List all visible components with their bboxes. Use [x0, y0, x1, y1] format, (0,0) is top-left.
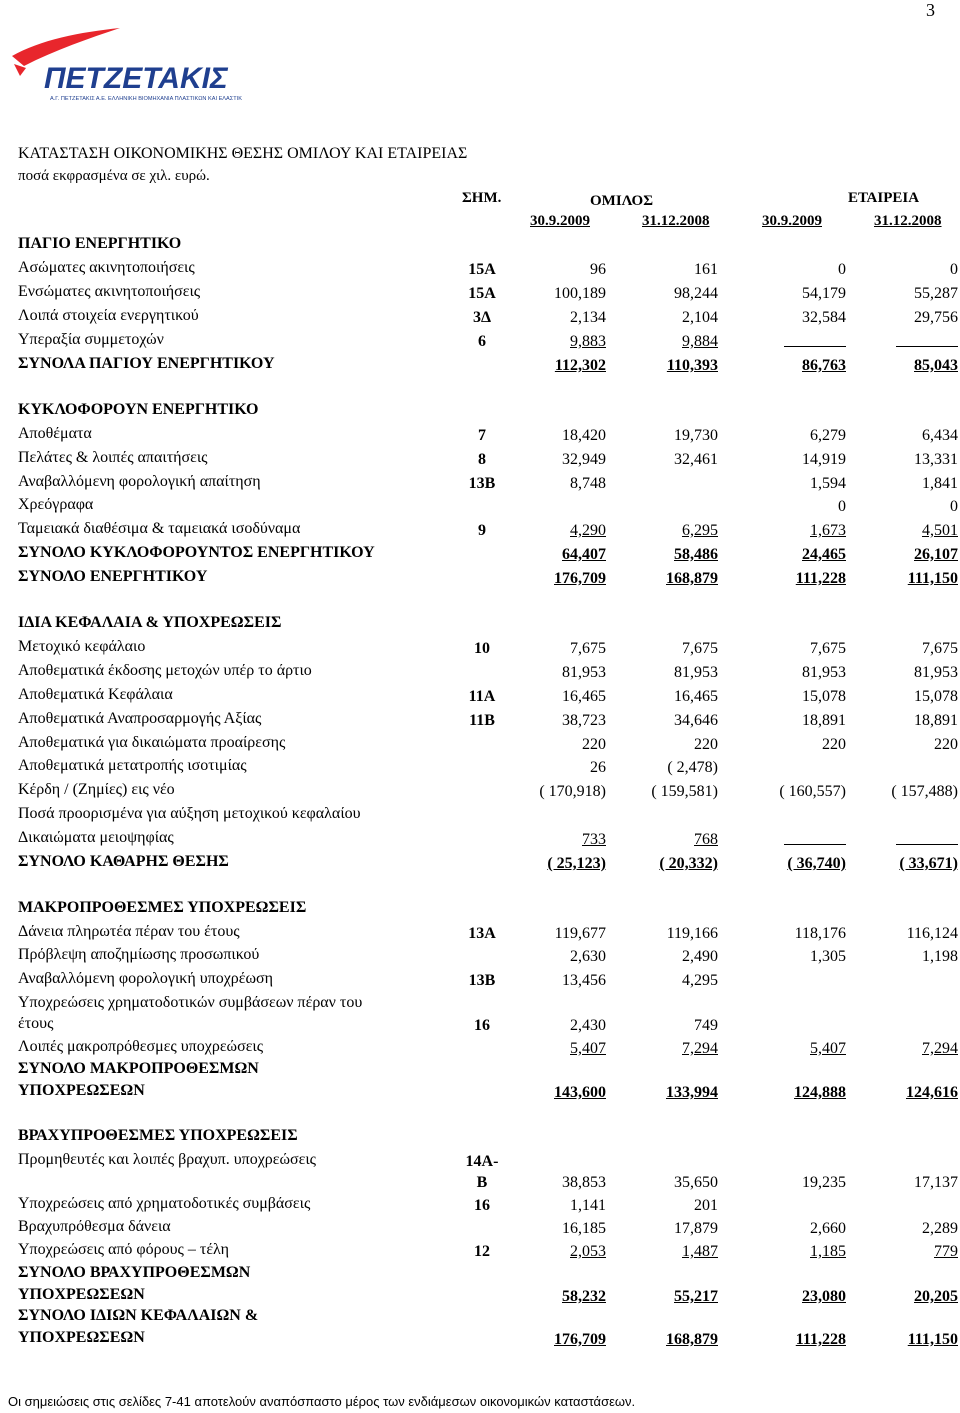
- row-value: 110,393: [666, 357, 718, 374]
- row-value: 2,630: [570, 948, 606, 965]
- row-value: 161: [694, 261, 718, 278]
- row-value: 38,853: [562, 1174, 606, 1191]
- row-label: ΣΥΝΟΛΟ ΒΡΑΧΥΠΡΟΘΕΣΜΩΝ: [18, 1264, 251, 1281]
- row-value: 16,185: [562, 1220, 606, 1237]
- group-date-prior: 31.12.2008: [642, 213, 710, 229]
- table-row: [0, 662, 960, 684]
- table-row: [0, 331, 960, 353]
- table-row: [0, 1127, 960, 1149]
- table-row: [0, 1329, 960, 1351]
- row-label: Ταμειακά διαθέσιμα & ταμειακά ισοδύναμα: [18, 520, 301, 537]
- statement-title: ΚΑΤΑΣΤΑΣΗ ΟΙΚΟΝΟΜΙΚΗΣ ΘΕΣΗΣ ΟΜΙΛΟΥ ΚΑΙ ΕΤΑΙΡΕΙΑΣ: [18, 145, 468, 162]
- row-label: Κέρδη / (Ζημίες) εις νέο: [18, 781, 175, 798]
- row-value: 6,434: [922, 427, 958, 444]
- row-label: Πρόβλεψη αποζημίωσης προσωπικού: [18, 946, 260, 963]
- table-row: [0, 853, 960, 875]
- table-row: [0, 1151, 960, 1173]
- row-label: ΥΠΟΧΡΕΩΣΕΩΝ: [18, 1082, 145, 1099]
- row-value: 0: [950, 261, 958, 278]
- row-value: ( 25,123): [547, 855, 606, 872]
- row-value: 0: [838, 261, 846, 278]
- row-note-ref: 7: [478, 427, 486, 444]
- row-note-ref: 12: [474, 1243, 490, 1260]
- row-note-ref: 16: [474, 1017, 490, 1034]
- row-value: 119,166: [666, 925, 718, 942]
- row-value: 2,490: [682, 948, 718, 965]
- row-value: 0: [950, 498, 958, 515]
- blank-underline: [896, 844, 958, 845]
- row-label: Αναβαλλόμενη φορολογική απαίτηση: [18, 473, 261, 490]
- table-row: [0, 686, 960, 708]
- row-note-ref: 8: [478, 451, 486, 468]
- row-value: 24,465: [802, 546, 846, 563]
- row-value: 116,124: [906, 925, 958, 942]
- row-value: 111,150: [907, 1331, 958, 1348]
- row-label: Ποσά προορισμένα για αύξηση μετοχικού κεφαλαίου: [18, 805, 361, 822]
- blank-underline: [784, 844, 846, 845]
- row-value: 18,891: [802, 712, 846, 729]
- row-label: ΠΑΓΙΟ ΕΝΕΡΓΗΤΙΚΟ: [18, 235, 182, 252]
- row-label: ΒΡΑΧΥΠΡΟΘΕΣΜΕΣ ΥΠΟΧΡΕΩΣΕΙΣ: [18, 1127, 298, 1144]
- row-value: 111,228: [795, 570, 846, 587]
- row-value: 9,884: [682, 333, 718, 350]
- row-label: ΣΥΝΟΛΑ ΠΑΓΙΟΥ ΕΝΕΡΓΗΤΙΚΟΥ: [18, 355, 275, 372]
- row-value: 2,289: [922, 1220, 958, 1237]
- row-label: Λοιπές μακροπρόθεσμες υποχρεώσεις: [18, 1038, 264, 1055]
- row-note-ref: 6: [478, 333, 486, 350]
- table-row: [0, 1286, 960, 1308]
- row-value: 20,205: [914, 1288, 958, 1305]
- row-value: 18,891: [914, 712, 958, 729]
- row-value: 2,430: [570, 1017, 606, 1034]
- logo-tagline: Α.Γ. ΠΕΤΖΕΤΑΚΙΣ Α.Ε. ΕΛΛΗΝΙΚΗ ΒΙΟΜΗΧΑΝΙΑ ΠΛΑΣΤΙΚΩΝ ΚΑΙ ΕΛΑΣΤΙΚΟΥ: [50, 96, 242, 102]
- row-label: ΙΔΙΑ ΚΕΦΑΛΑΙΑ & ΥΠΟΧΡΕΩΣΕΙΣ: [18, 614, 282, 631]
- table-row: [0, 1015, 960, 1037]
- row-value: 176,709: [554, 1331, 606, 1348]
- row-value: 220: [694, 736, 718, 753]
- row-value: 768: [694, 831, 718, 848]
- row-value: 201: [694, 1197, 718, 1214]
- row-value: 17,137: [914, 1174, 958, 1191]
- row-value: 5,407: [570, 1040, 606, 1057]
- row-value: 98,244: [674, 285, 718, 302]
- row-value: 23,080: [802, 1288, 846, 1305]
- row-value: 32,949: [562, 451, 606, 468]
- row-value: 1,487: [682, 1243, 718, 1260]
- row-value: 143,600: [554, 1084, 606, 1101]
- row-value: 220: [582, 736, 606, 753]
- row-value: ( 33,671): [899, 855, 958, 872]
- row-value: 7,294: [682, 1040, 718, 1057]
- row-value: 1,198: [922, 948, 958, 965]
- row-value: 19,235: [802, 1174, 846, 1191]
- blank-underline: [896, 346, 958, 347]
- row-value: 1,841: [922, 475, 958, 492]
- row-note-ref: 13Β: [468, 972, 496, 989]
- row-value: 124,888: [794, 1084, 846, 1101]
- row-note-ref: 9: [478, 522, 486, 539]
- row-value: 58,486: [674, 546, 718, 563]
- row-value: 6,279: [810, 427, 846, 444]
- row-value: 111,228: [795, 1331, 846, 1348]
- table-row: [0, 734, 960, 756]
- row-note-ref: 13Β: [468, 475, 496, 492]
- table-row: [0, 473, 960, 495]
- row-label: Ασώματες ακινητοποιήσεις: [18, 259, 195, 276]
- row-value: 220: [822, 736, 846, 753]
- row-value: 2,134: [570, 309, 606, 326]
- table-row: [0, 946, 960, 968]
- row-value: 7,675: [570, 640, 606, 657]
- row-value: 32,584: [802, 309, 846, 326]
- row-value: 168,879: [666, 1331, 718, 1348]
- row-value: 26,107: [914, 546, 958, 563]
- table-row: [0, 710, 960, 732]
- row-value: 7,675: [810, 640, 846, 657]
- row-value: 35,650: [674, 1174, 718, 1191]
- row-value: 1,185: [810, 1243, 846, 1260]
- row-label: ΜΑΚΡΟΠΡΟΘΕΣΜΕΣ ΥΠΟΧΡΕΩΣΕΙΣ: [18, 899, 307, 916]
- table-row: [0, 520, 960, 542]
- row-value: 119,677: [554, 925, 606, 942]
- row-value: 779: [934, 1243, 958, 1260]
- row-label: ΥΠΟΧΡΕΩΣΕΩΝ: [18, 1286, 145, 1303]
- table-row: [0, 923, 960, 945]
- table-row: [0, 401, 960, 423]
- row-value: 38,723: [562, 712, 606, 729]
- table-row: [0, 1195, 960, 1217]
- table-row: [0, 899, 960, 921]
- table-row: [0, 994, 960, 1016]
- row-label: Προμηθευτές και λοιπές βραχυπ. υποχρεώσεις: [18, 1151, 317, 1168]
- row-label: Μετοχικό κεφάλαιο: [18, 638, 146, 655]
- row-value: 220: [934, 736, 958, 753]
- page-number: 3: [926, 0, 935, 20]
- table-row: [0, 970, 960, 992]
- row-note-ref: 11Β: [469, 712, 495, 729]
- table-row: [0, 829, 960, 851]
- row-label: Υποχρεώσεις από φόρους – τέλη: [18, 1241, 230, 1258]
- row-value: 16,465: [562, 688, 606, 705]
- row-label: Δικαιώματα μειοψηφίας: [18, 829, 174, 846]
- row-note-ref: 10: [474, 640, 490, 657]
- group-column-header: ΟΜΙΛΟΣ: [590, 193, 654, 209]
- table-row: [0, 425, 960, 447]
- row-value: 4,290: [570, 522, 606, 539]
- row-value: 8,748: [570, 475, 606, 492]
- row-note-ref: 13Α: [468, 925, 496, 942]
- row-value: 58,232: [562, 1288, 606, 1305]
- row-value: ( 2,478): [667, 759, 718, 776]
- row-value: 7,675: [682, 640, 718, 657]
- row-value: ( 157,488): [891, 783, 958, 800]
- row-value: 1,141: [570, 1197, 606, 1214]
- row-value: 13,456: [562, 972, 606, 989]
- row-value: 112,302: [554, 357, 606, 374]
- table-row: [0, 283, 960, 305]
- row-value: 86,763: [802, 357, 846, 374]
- row-value: 15,078: [802, 688, 846, 705]
- row-value: 0: [838, 498, 846, 515]
- table-row: [0, 1241, 960, 1263]
- statement-subtitle: ποσά εκφρασμένα σε χιλ. ευρώ.: [18, 168, 210, 184]
- row-note-ref: 14Α-: [465, 1153, 499, 1170]
- row-value: ( 36,740): [787, 855, 846, 872]
- row-label: Υπεραξία συμμετοχών: [18, 331, 164, 348]
- blank-underline: [784, 346, 846, 347]
- row-label: έτους: [18, 1015, 54, 1032]
- row-label: Πελάτες & λοιπές απαιτήσεις: [18, 449, 208, 466]
- row-value: 17,879: [674, 1220, 718, 1237]
- row-value: 26: [590, 759, 606, 776]
- company-column-header: ΕΤΑΙΡΕΙΑ: [848, 190, 920, 206]
- row-label: Αναβαλλόμενη φορολογική υποχρέωση: [18, 970, 274, 987]
- row-value: 749: [694, 1017, 718, 1034]
- table-row: [0, 235, 960, 257]
- table-row: [0, 1060, 960, 1082]
- row-value: 1,673: [810, 522, 846, 539]
- row-label: ΣΥΝΟΛΟ ΙΔΙΩΝ ΚΕΦΑΛΑΙΩΝ &: [18, 1307, 259, 1324]
- table-row: [0, 805, 960, 827]
- row-value: 176,709: [554, 570, 606, 587]
- table-row: [0, 1307, 960, 1329]
- row-label: ΣΥΝΟΛΟ ΚΑΘΑΡΗΣ ΘΕΣΗΣ: [18, 853, 229, 870]
- row-value: 7,675: [922, 640, 958, 657]
- row-value: 5,407: [810, 1040, 846, 1057]
- row-value: 29,756: [914, 309, 958, 326]
- row-value: ( 20,332): [659, 855, 718, 872]
- table-row: [0, 1218, 960, 1240]
- row-note-ref: Β: [476, 1174, 488, 1191]
- row-label: Υποχρεώσεις χρηματοδοτικών συμβάσεων πέραν του: [18, 994, 363, 1011]
- row-value: 32,461: [674, 451, 718, 468]
- row-value: 34,646: [674, 712, 718, 729]
- row-label: ΚΥΚΛΟΦΟΡΟΥΝ ΕΝΕΡΓΗΤΙΚΟ: [18, 401, 259, 418]
- table-row: [0, 614, 960, 636]
- company-date-prior: 31.12.2008: [874, 213, 942, 229]
- row-label: Λοιπά στοιχεία ενεργητικού: [18, 307, 199, 324]
- row-value: 9,883: [570, 333, 606, 350]
- table-row: [0, 259, 960, 281]
- row-value: 100,189: [554, 285, 606, 302]
- row-label: Δάνεια πληρωτέα πέραν του έτους: [18, 923, 240, 940]
- table-row: [0, 1172, 960, 1194]
- group-date-current: 30.9.2009: [530, 213, 590, 229]
- table-row: [0, 355, 960, 377]
- row-value: 18,420: [562, 427, 606, 444]
- notes-column-header: ΣΗΜ.: [462, 190, 502, 206]
- table-row: [0, 1264, 960, 1286]
- row-label: ΥΠΟΧΡΕΩΣΕΩΝ: [18, 1329, 145, 1346]
- company-date-current: 30.9.2009: [762, 213, 822, 229]
- row-value: 13,331: [914, 451, 958, 468]
- row-value: 1,305: [810, 948, 846, 965]
- row-value: 111,150: [907, 570, 958, 587]
- row-value: 55,217: [674, 1288, 718, 1305]
- row-value: 54,179: [802, 285, 846, 302]
- row-label: ΣΥΝΟΛΟ ΕΝΕΡΓΗΤΙΚΟΥ: [18, 568, 208, 585]
- row-value: 4,501: [922, 522, 958, 539]
- table-row: [0, 1082, 960, 1104]
- row-value: 55,287: [914, 285, 958, 302]
- row-value: ( 160,557): [779, 783, 846, 800]
- row-note-ref: 15Α: [468, 285, 496, 302]
- logo-wordmark: ΠΕΤΖΕΤΑΚΙΣ: [44, 62, 228, 95]
- row-note-ref: 3Δ: [472, 309, 492, 326]
- row-value: 81,953: [802, 664, 846, 681]
- row-note-ref: 11Α: [468, 688, 496, 705]
- table-row: [0, 307, 960, 329]
- row-value: 6,295: [682, 522, 718, 539]
- table-row: [0, 781, 960, 803]
- row-value: 7,294: [922, 1040, 958, 1057]
- table-row: [0, 757, 960, 779]
- table-row: [0, 449, 960, 471]
- row-label: Αποθεματικά για δικαιώματα προαίρεσης: [18, 734, 286, 751]
- row-value: 2,660: [810, 1220, 846, 1237]
- row-label: Αποθεματικά Κεφάλαια: [18, 686, 173, 703]
- table-row: [0, 1038, 960, 1060]
- row-label: Βραχυπρόθεσμα δάνεια: [18, 1218, 171, 1235]
- row-value: 81,953: [674, 664, 718, 681]
- row-value: 85,043: [914, 357, 958, 374]
- row-value: 733: [582, 831, 606, 848]
- table-row: [0, 496, 960, 518]
- row-label: Χρεόγραφα: [18, 496, 94, 513]
- row-value: 124,616: [906, 1084, 958, 1101]
- row-label: Υποχρεώσεις από χρηματοδοτικές συμβάσεις: [18, 1195, 311, 1212]
- row-value: ( 170,918): [539, 783, 606, 800]
- row-value: 96: [590, 261, 606, 278]
- row-value: 81,953: [914, 664, 958, 681]
- row-value: ( 159,581): [651, 783, 718, 800]
- row-label: ΣΥΝΟΛΟ ΚΥΚΛΟΦΟΡΟΥΝΤΟΣ ΕΝΕΡΓΗΤΙΚΟΥ: [18, 544, 375, 561]
- row-value: 15,078: [914, 688, 958, 705]
- row-value: 19,730: [674, 427, 718, 444]
- row-value: 16,465: [674, 688, 718, 705]
- row-value: 2,104: [682, 309, 718, 326]
- row-value: 4,295: [682, 972, 718, 989]
- row-value: 2,053: [570, 1243, 606, 1260]
- row-label: Αποθέματα: [18, 425, 92, 442]
- table-row: [0, 638, 960, 660]
- row-label: Ενσώματες ακινητοποιήσεις: [18, 283, 201, 300]
- row-note-ref: 15Α: [468, 261, 496, 278]
- footer-note: Οι σημειώσεις στις σελίδες 7-41 αποτελούν αναπόσπαστο μέρος των ενδιάμεσων οικονομικών καταστάσεων.: [8, 1394, 636, 1409]
- row-value: 64,407: [562, 546, 606, 563]
- row-value: 168,879: [666, 570, 718, 587]
- row-value: 133,994: [666, 1084, 718, 1101]
- row-label: ΣΥΝΟΛΟ ΜΑΚΡΟΠΡΟΘΕΣΜΩΝ: [18, 1060, 259, 1077]
- row-label: Αποθεματικά έκδοσης μετοχών υπέρ το άρτιο: [18, 662, 312, 679]
- row-label: Αποθεματικά μετατροπής ισοτιμίας: [18, 757, 247, 774]
- row-label: Αποθεματικά Αναπροσαρμογής Αξίας: [18, 710, 262, 727]
- row-note-ref: 16: [474, 1197, 490, 1214]
- row-value: 1,594: [810, 475, 846, 492]
- table-row: [0, 568, 960, 590]
- row-value: 81,953: [562, 664, 606, 681]
- table-row: [0, 544, 960, 566]
- row-value: 118,176: [794, 925, 846, 942]
- row-value: 14,919: [802, 451, 846, 468]
